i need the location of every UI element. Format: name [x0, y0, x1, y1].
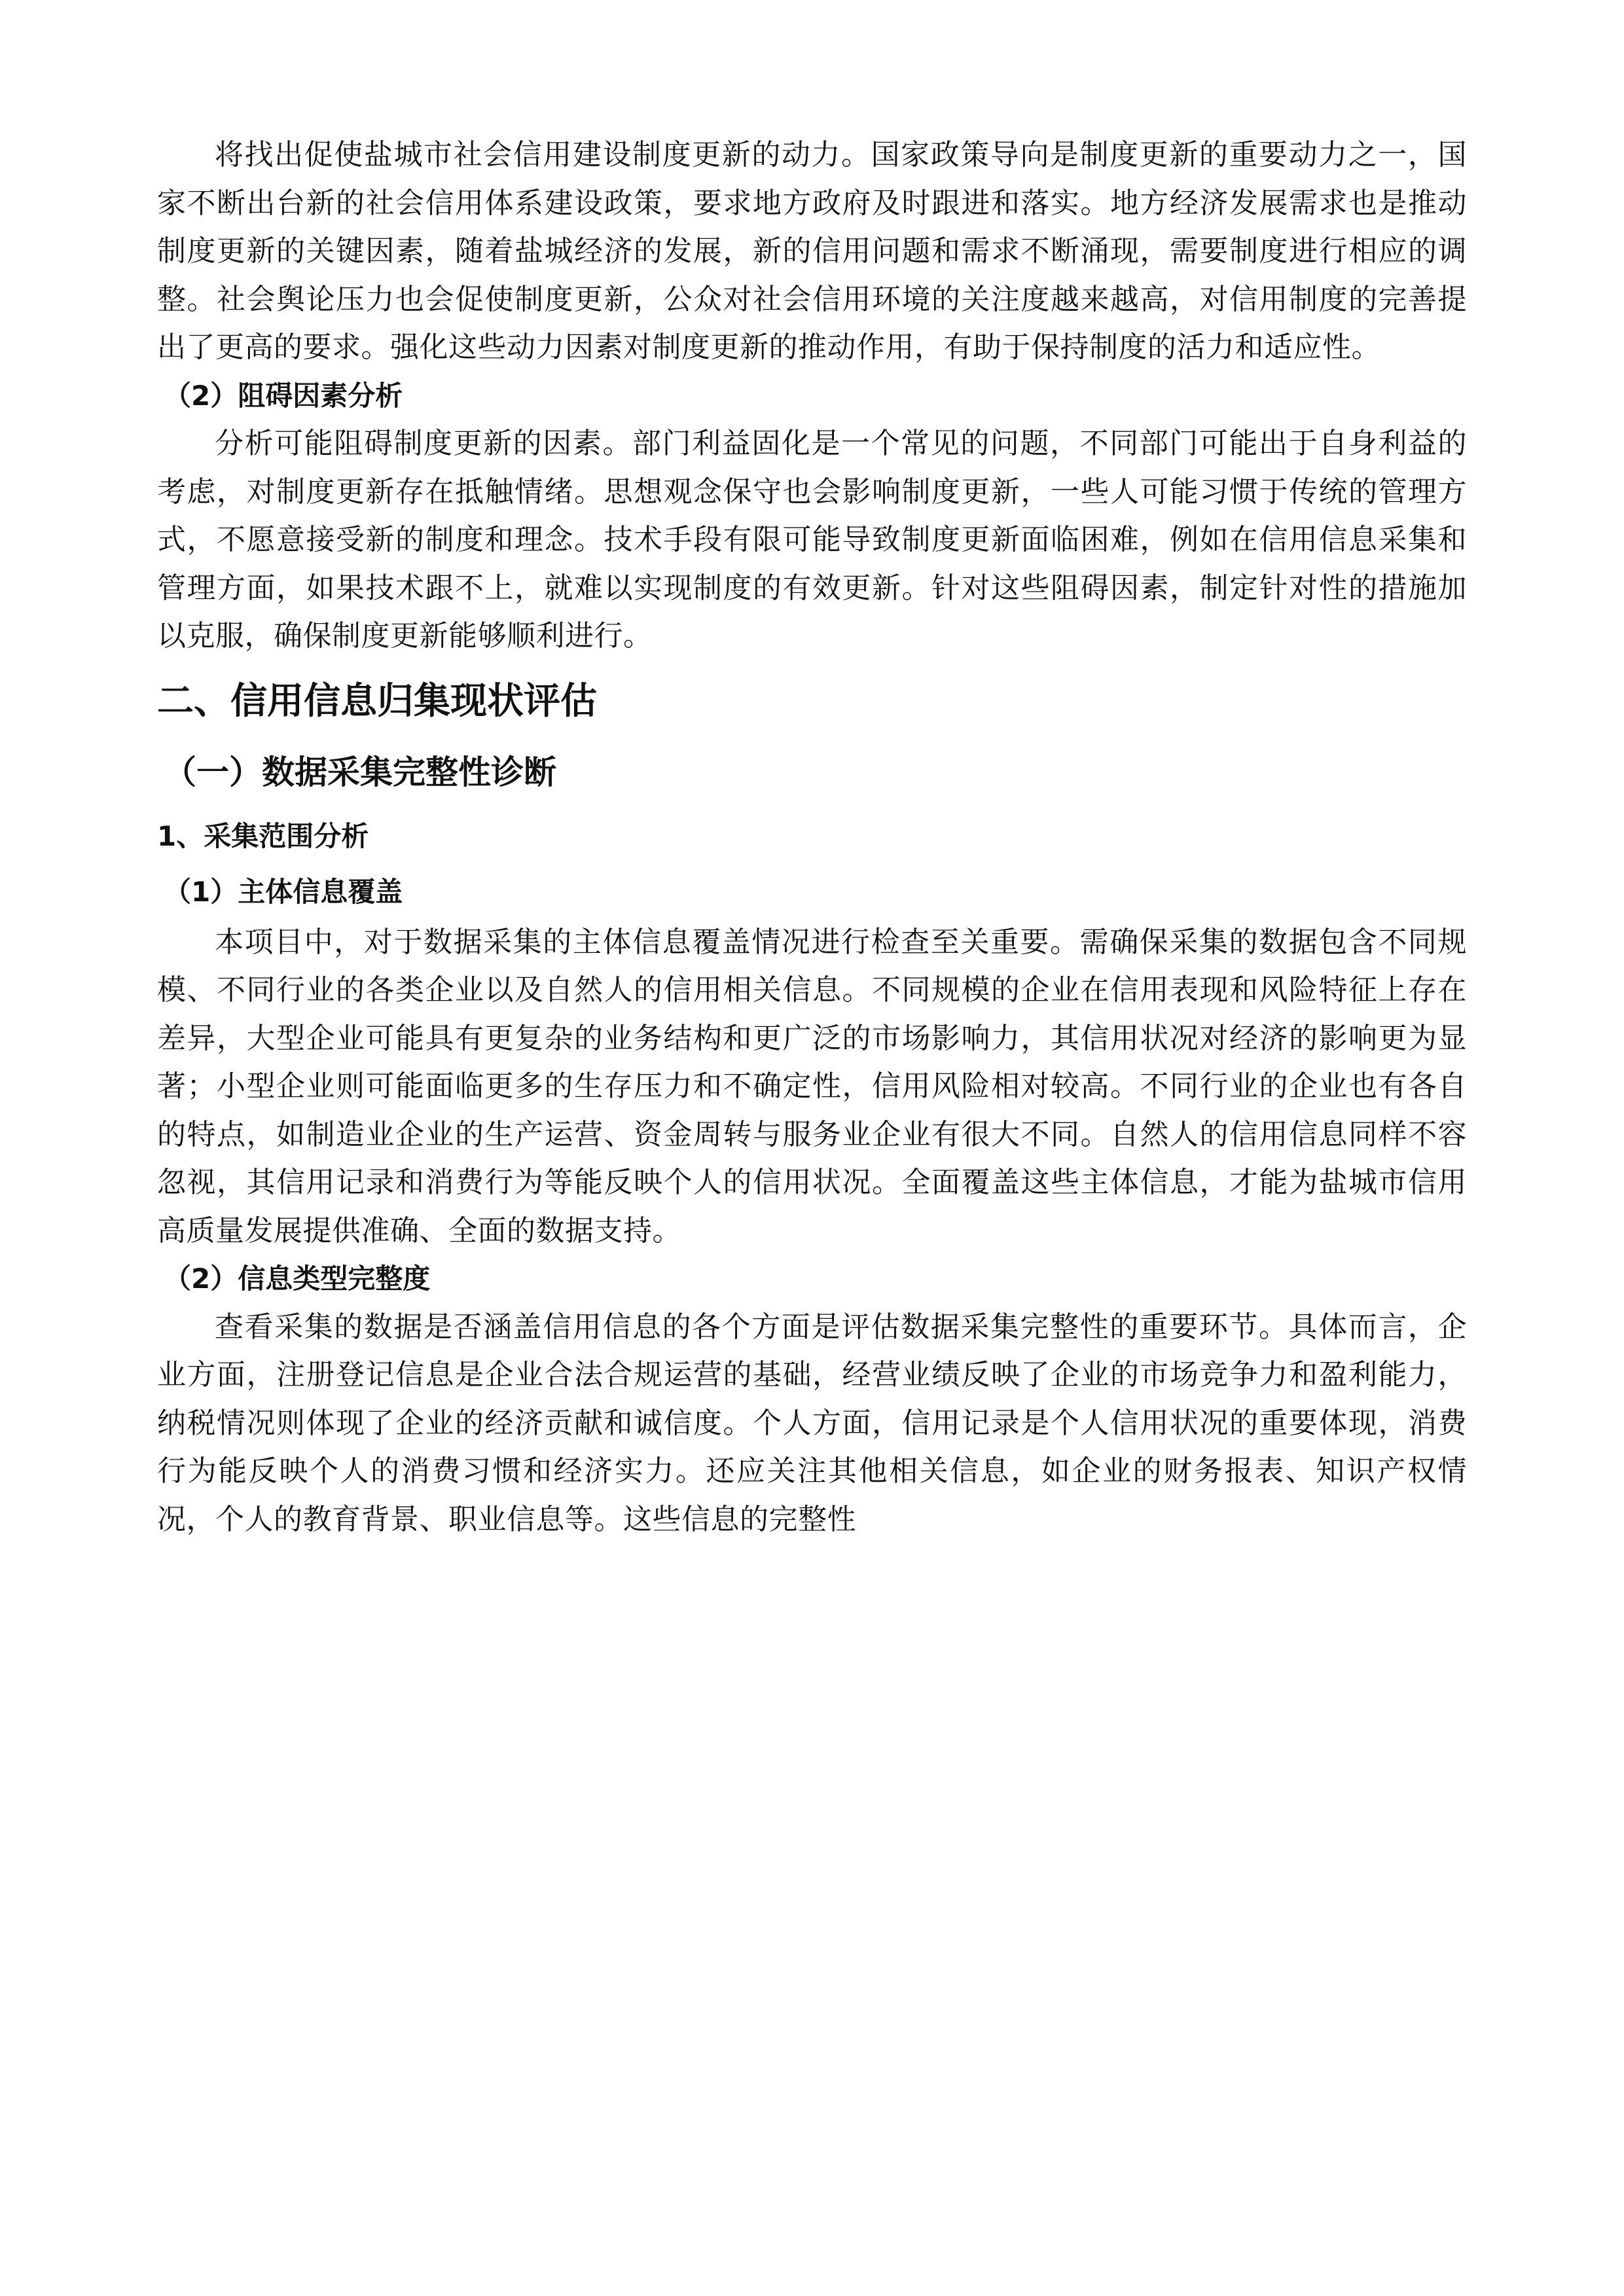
paragraph-driving-forces: 将找出促使盐城市社会信用建设制度更新的动力。国家政策导向是制度更新的重要动力之一，国家不断出台新的社会信用体系建设政策，要求地方政府及时跟进和落实。地方经济发展需求也是推动制度更新的关键因素，随着盐城经济的发展，新的信用问题和需求不断涌现，需要制度进行相应的调整。社会舆论压力也会促使制度更新，公众对社会信用环境的关注度越来越高，对信用制度的完善提出了更高的要求。强化这些动力因素对制度更新的推动作用，有助于保持制度的活力和适应性。: [157, 138, 1467, 364]
item-heading-collection-scope: 1、采集范围分析: [157, 819, 369, 852]
paragraph-info-type-completeness: 查看采集的数据是否涵盖信用信息的各个方面是评估数据采集完整性的重要环节。具体而言，企业方面，注册登记信息是企业合法合规运营的基础，经营业绩反映了企业的市场竞争力和盈利能力，纳税情况则体现了企业的经济贡献和诚信度。个人方面，信用记录是个人信用状况的重要体现，消费行为能反映个人的消费习惯和经济实力。还应关注其他相关信息，如企业的财务报表、知识产权情况，个人的教育背景、职业信息等。这些信息的完整性: [157, 1310, 1467, 1536]
subheading-subject-coverage: （1）主体信息覆盖: [164, 875, 403, 908]
subheading-info-type-completeness: （2）信息类型完整度: [164, 1263, 431, 1295]
document-page: [157, 131, 1467, 1543]
section-title-credit-info: 二、信用信息归集现状评估: [157, 679, 597, 723]
subheading-obstacle-analysis: （2）阻碍因素分析: [164, 379, 403, 412]
paragraph-obstacle-analysis: 分析可能阻碍制度更新的因素。部门利益固化是一个常见的问题，不同部门可能出于自身利益的考虑，对制度更新存在抵触情绪。思想观念保守也会影响制度更新，一些人可能习惯于传统的管理方式，不愿意接受新的制度和理念。技术手段有限可能导致制度更新面临困难，例如在信用信息采集和管理方面，如果技术跟不上，就难以实现制度的有效更新。针对这些阻碍因素，制定针对性的措施加以克服，确保制度更新能够顺利进行。: [157, 427, 1467, 653]
section-subtitle-data-completeness: （一）数据采集完整性诊断: [164, 753, 556, 791]
paragraph-subject-coverage: 本项目中，对于数据采集的主体信息覆盖情况进行检查至关重要。需确保采集的数据包含不同规模、不同行业的各类企业以及自然人的信用相关信息。不同规模的企业在信用表现和风险特征上存在差异，大型企业可能具有更复杂的业务结构和更广泛的市场影响力，其信用状况对经济的影响更为显著；小型企业则可能面临更多的生存压力和不确定性，信用风险相对较高。不同行业的企业也有各自的特点，如制造业企业的生产运营、资金周转与服务业企业有很大不同。自然人的信用信息同样不容忽视，其信用记录和消费行为等能反映个人的信用状况。全面覆盖这些主体信息，才能为盐城市信用高质量发展提供准确、全面的数据支持。: [157, 925, 1467, 1247]
